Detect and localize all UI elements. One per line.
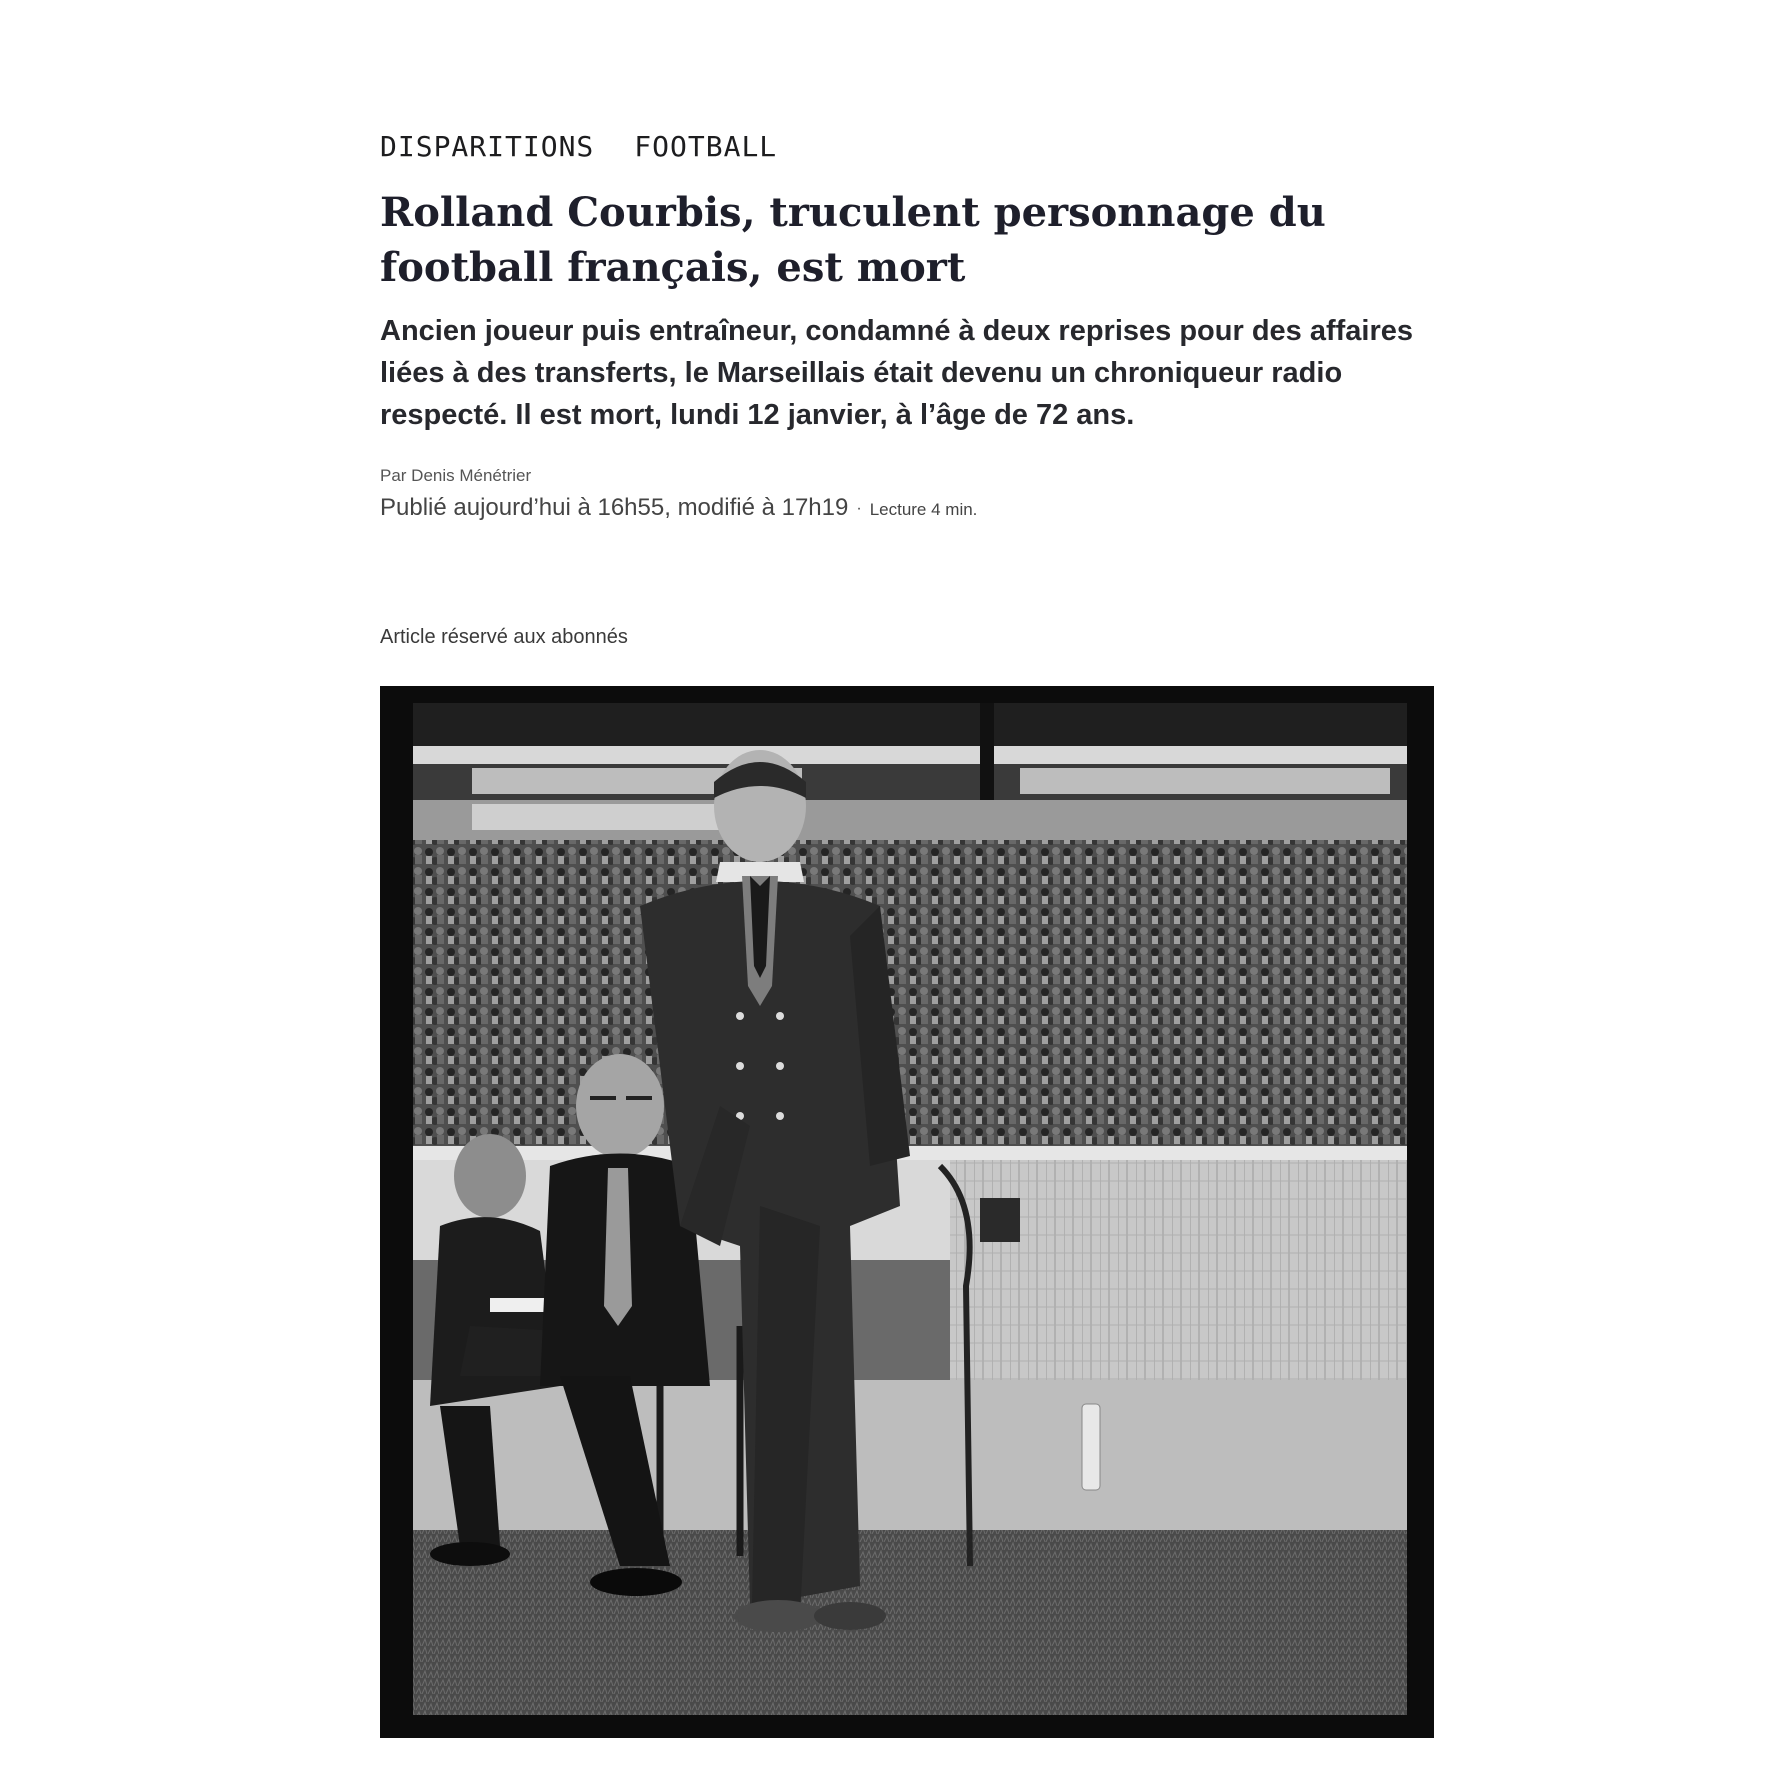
kicker-disparitions[interactable]: DISPARITIONS bbox=[380, 130, 595, 163]
reading-time: Lecture 4 min. bbox=[869, 500, 978, 519]
article-standfirst: Ancien joueur puis entraîneur, condamné à deux reprises pour des affaires liées à des transferts, le Marseillais était devenu un chroniqueur radio respecté. Il est mort, lundi 12 janvier, à l’âge de 72 ans. bbox=[380, 315, 1414, 431]
article-title: Rolland Courbis, truculent personnage du football français, est mort bbox=[380, 189, 1326, 291]
subscriber-label: Article réservé aux abonnés bbox=[380, 626, 628, 648]
article bbox=[380, 0, 1440, 1772]
author-name[interactable]: Par Denis Ménétrier bbox=[380, 466, 532, 485]
meta-separator: · bbox=[856, 499, 862, 517]
publication-info bbox=[380, 494, 977, 522]
byline bbox=[380, 466, 531, 486]
kicker-row bbox=[380, 130, 777, 163]
kicker-football[interactable]: FOOTBALL bbox=[634, 130, 778, 163]
photo-illustration bbox=[380, 686, 1434, 1738]
article-photo bbox=[380, 686, 1434, 1738]
publication-date: Publié aujourd’hui à 16h55, modifié à 17h19 bbox=[380, 494, 849, 521]
